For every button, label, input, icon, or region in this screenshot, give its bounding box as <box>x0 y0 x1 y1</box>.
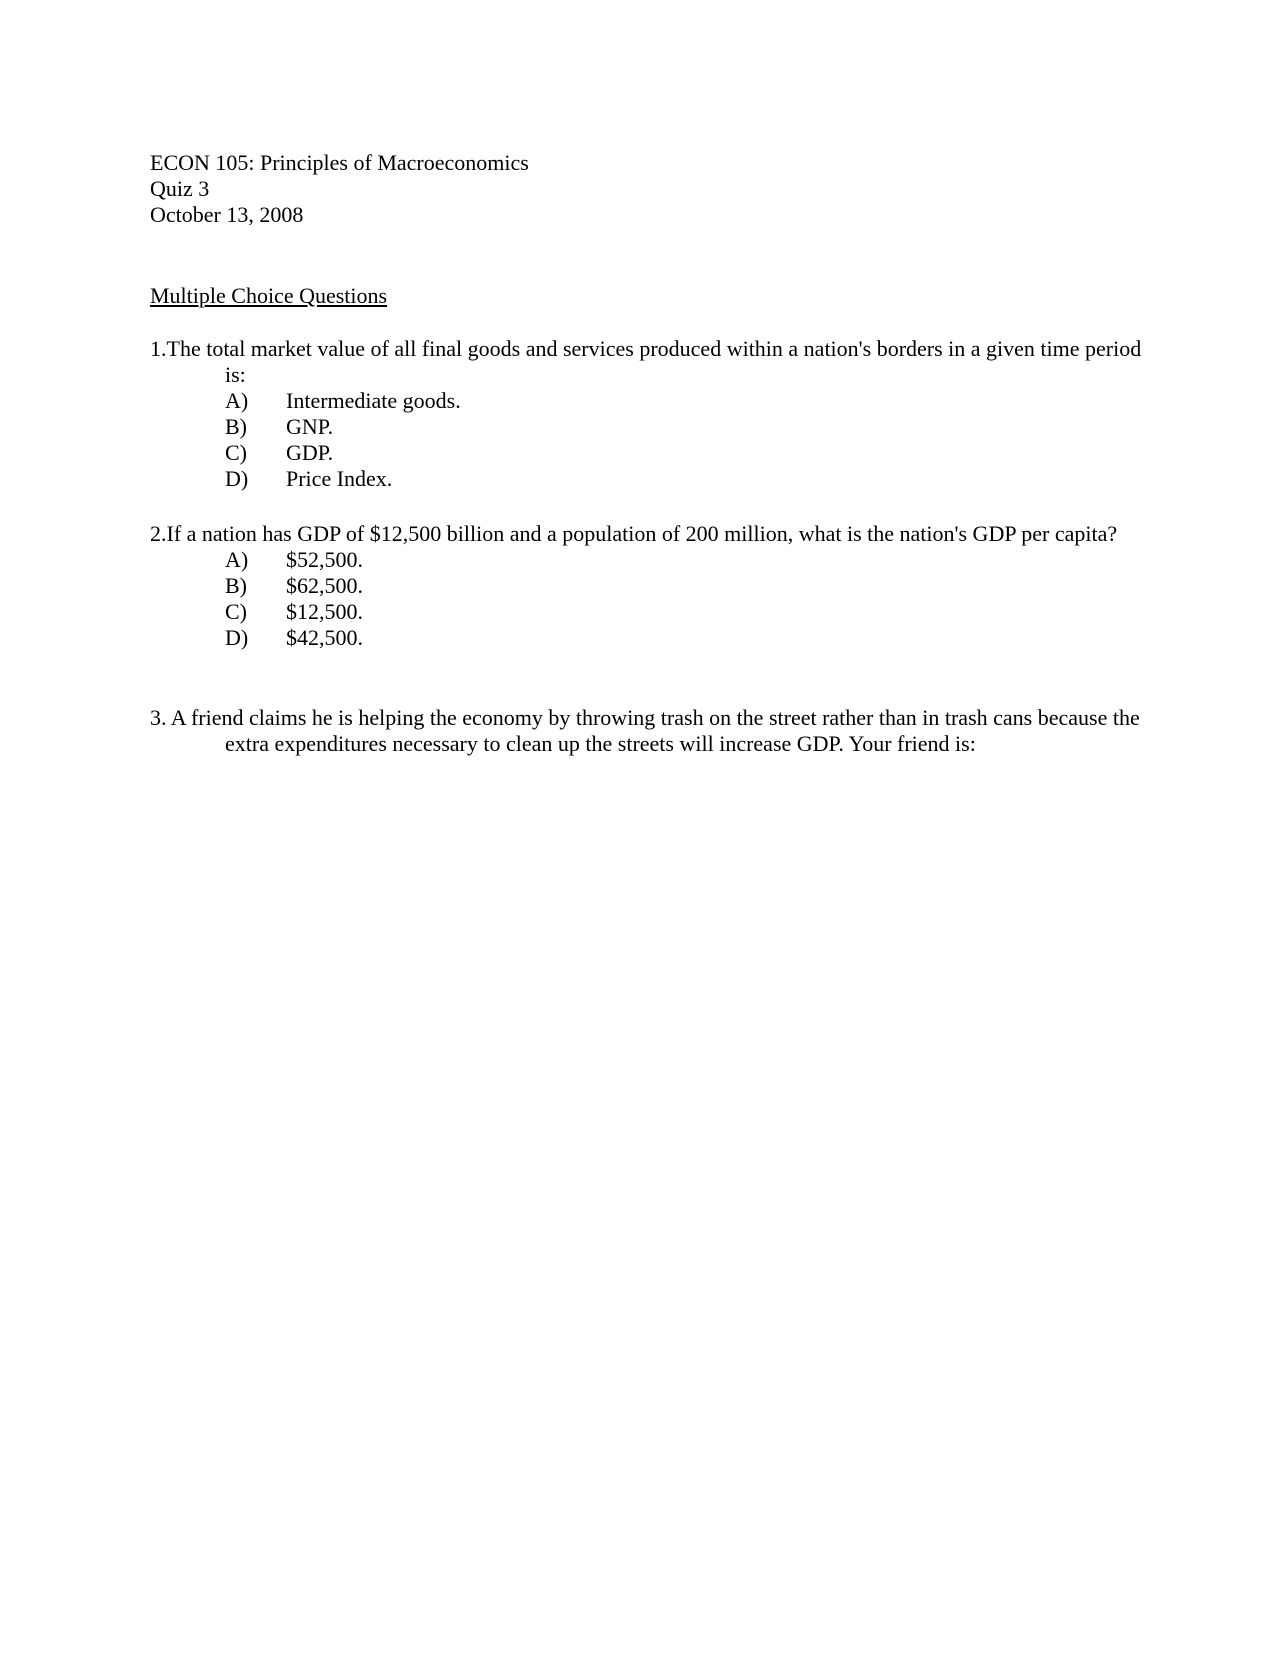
choice-d <box>150 466 1150 492</box>
choice-list <box>150 547 1150 651</box>
course-title: ECON 105: Principles of Macroeconomics <box>150 150 529 175</box>
choice-text: GNP. <box>286 414 334 439</box>
question-3 <box>150 705 1150 757</box>
choice-letter: B) <box>225 414 247 439</box>
choice-text: $52,500. <box>286 547 363 572</box>
choice-text: Intermediate goods. <box>286 388 461 413</box>
question-stem: 3. A friend claims he is helping the economy by throwing trash on the street rather than in trash cans because the extra expenditures necessary to clean up the streets will increase GDP. Your friend is: <box>150 705 1140 756</box>
choice-text: $12,500. <box>286 599 363 624</box>
choice-letter: A) <box>225 388 249 413</box>
choice-letter: A) <box>225 547 249 572</box>
choice-list <box>150 388 1150 492</box>
quiz-date: October 13, 2008 <box>150 202 304 227</box>
choice-letter: D) <box>225 466 249 491</box>
quiz-number: Quiz 3 <box>150 176 210 201</box>
choice-text: $62,500. <box>286 573 363 598</box>
choice-letter: C) <box>225 599 247 624</box>
section-title: Multiple Choice Questions <box>150 283 388 308</box>
question-2 <box>150 521 1150 651</box>
choice-text: Price Index. <box>286 466 393 491</box>
choice-b <box>150 573 1150 599</box>
choice-letter: D) <box>225 625 249 650</box>
choice-a <box>150 388 1150 414</box>
choice-d <box>150 625 1150 651</box>
choice-text: GDP. <box>286 440 334 465</box>
choice-c <box>150 599 1150 625</box>
choice-letter: B) <box>225 573 247 598</box>
choice-a <box>150 547 1150 573</box>
question-stem: 2.If a nation has GDP of $12,500 billion and a population of 200 million, what is the nation's GDP per capita? <box>150 521 1118 546</box>
choice-c <box>150 440 1150 466</box>
question-1 <box>150 336 1150 492</box>
choice-letter: C) <box>225 440 247 465</box>
choice-b <box>150 414 1150 440</box>
choice-text: $42,500. <box>286 625 363 650</box>
document-header <box>150 150 529 228</box>
question-stem: 1.The total market value of all final goods and services produced within a nation's borders in a given time period is: <box>150 336 1142 387</box>
